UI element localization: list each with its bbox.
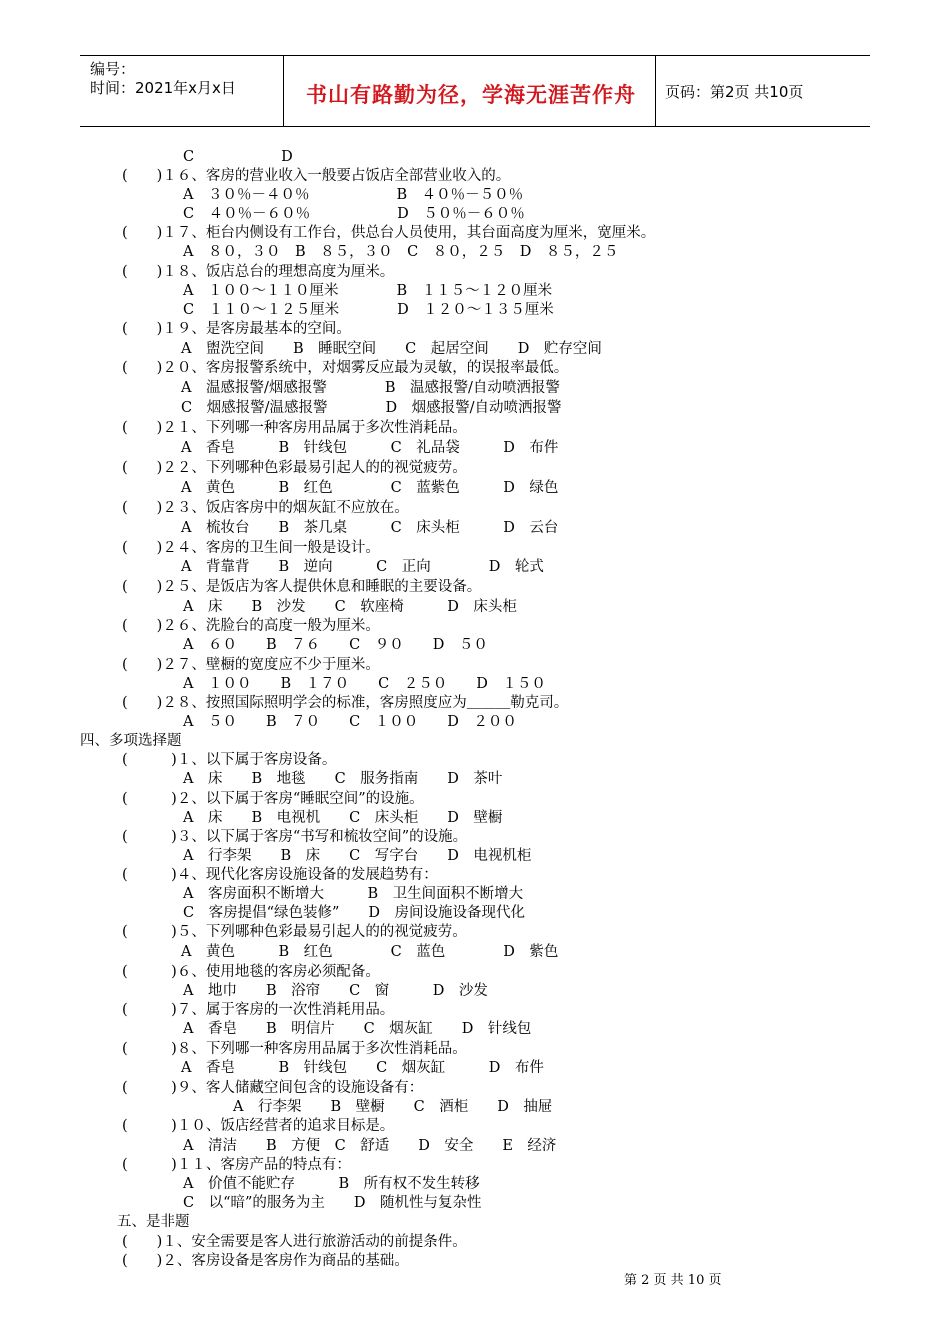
text-line: ( )２６、洗脸台的高度一般为厘米。: [122, 618, 380, 634]
text-line: A 床 B 沙发 C 软座椅 D 床头柜: [183, 599, 517, 615]
text-line: A 行李架 B 壁橱 C 酒柜 D 抽屉: [233, 1099, 553, 1115]
document-number-label: 编号：: [90, 60, 136, 78]
header-page-indicator: 页码：第2页 共10页: [665, 83, 804, 101]
text-line: A 床 B 地毯 C 服务指南 D 茶叶: [183, 771, 503, 787]
text-line: ( )２１、下列哪一种客房用品属于多次性消耗品。: [122, 420, 467, 436]
text-line: ( )２、客房设备是客房作为商品的基础。: [122, 1253, 409, 1269]
text-line: A 地巾 B 浴帘 C 窗 D 沙发: [183, 983, 488, 999]
text-line: C 烟感报警/温感报警 D 烟感报警/自动喷洒报警: [181, 400, 562, 416]
text-line: ( )２８、按照国际照明学会的标准，客房照度应为＿＿＿勒克司。: [122, 695, 569, 711]
text-line: A 盥洗空间 B 睡眠空间 C 起居空间 D 贮存空间: [181, 341, 602, 357]
text-line: A １００ B １７０ C ２５０ D １５０: [183, 676, 546, 692]
text-line: 五、是非题: [117, 1214, 190, 1230]
text-line: ( )１６、客房的营业收入一般要占饭店全部营业收入的。: [122, 168, 511, 184]
text-line: A 梳妆台 B 茶几桌 C 床头柜 D 云台: [181, 520, 559, 536]
text-line: ( )１１、客房产品的特点有：: [122, 1157, 351, 1173]
text-line: A 香皂 B 明信片 C 烟灰缸 D 针线包: [183, 1021, 532, 1037]
text-line: ( )１、以下属于客房设备。: [122, 752, 337, 768]
text-line: A 清洁 B 方便 C 舒适 D 安全 E 经济: [183, 1138, 557, 1154]
text-line: A 客房面积不断增大 B 卫生间面积不断增大: [183, 886, 524, 902]
text-line: ( )４、现代化客房设施设备的发展趋势有：: [122, 867, 438, 883]
header-divider: [655, 56, 656, 126]
text-line: ( )２、以下属于客房“睡眠空间”的设施。: [122, 791, 424, 807]
text-line: ( )８、下列哪一种客房用品属于多次性消耗品。: [122, 1041, 467, 1057]
text-line: ( )７、属于客房的一次性消耗用品。: [122, 1002, 395, 1018]
page-footer: 第 2 页 共 10 页: [624, 1273, 722, 1288]
text-line: ( )１９、是客房最基本的空间。: [122, 321, 351, 337]
text-line: A 价值不能贮存 B 所有权不发生转移: [183, 1176, 480, 1192]
text-line: A 黄色 B 红色 C 蓝色 D 紫色: [181, 944, 559, 960]
text-line: A 香皂 B 针线包 C 礼品袋 D 布件: [181, 440, 559, 456]
text-line: A 香皂 B 针线包 C 烟灰缸 D 布件: [181, 1060, 544, 1076]
text-line: ( )１、安全需要是客人进行旅游活动的前提条件。: [122, 1234, 467, 1250]
text-line: ( )９、客人储藏空间包含的设施设备有：: [122, 1080, 424, 1096]
header-meta: [90, 60, 236, 98]
text-line: A 行李架 B 床 C 写字台 D 电视机柜: [183, 848, 532, 864]
header-motto: 书山有路勤为径，学海无涯苦作舟: [306, 83, 636, 107]
text-line: A ６０ B ７６ C ９０ D ５０: [183, 637, 488, 653]
text-line: C D: [183, 149, 293, 165]
text-line: ( )６、使用地毯的客房必须配备。: [122, 964, 380, 980]
text-line: ( )５、下列哪种色彩最易引起人的的视觉疲劳。: [122, 924, 467, 940]
text-line: ( )２０、客房报警系统中，对烟雾反应最为灵敏，的误报率最低。: [122, 360, 569, 376]
page-header: [80, 55, 870, 127]
text-line: C 以“暗”的服务为主 D 随机性与复杂性: [183, 1195, 482, 1211]
text-line: ( )２５、是饭店为客人提供休息和睡眠的主要设备。: [122, 579, 482, 595]
text-line: ( )２２、下列哪种色彩最易引起人的的视觉疲劳。: [122, 460, 467, 476]
text-line: A 温感报警/烟感报警 B 温感报警/自动喷洒报警: [181, 380, 560, 396]
text-line: A 床 B 电视机 C 床头柜 D 壁橱: [183, 810, 503, 826]
document-time-label: 时间：2021年x月x日: [90, 79, 236, 97]
text-line: A 背靠背 B 逆向 C 正向 D 轮式: [181, 559, 544, 575]
text-line: A １００～１１０厘米 B １１５～１２０厘米: [183, 283, 553, 299]
text-line: A ５０ B ７０ C １００ D ２００: [183, 714, 517, 730]
text-line: A ８０，３０ B ８５，３０ C ８０，２５ D ８５，２５: [183, 244, 619, 260]
text-line: 四、多项选择题: [80, 733, 182, 749]
text-line: ( )３、以下属于客房“书写和梳妆空间”的设施。: [122, 829, 468, 845]
text-line: ( )１０、饭店经营者的追求目标是。: [122, 1118, 395, 1134]
text-line: ( )１８、饭店总台的理想高度为厘米。: [122, 264, 395, 280]
text-line: A ３０％－４０％ B ４０％－５０％: [183, 187, 524, 203]
text-line: ( )１７、柜台内侧设有工作台，供总台人员使用，其台面高度为厘米，宽厘米。: [122, 225, 656, 241]
text-line: ( )２７、壁橱的宽度应不少于厘米。: [122, 657, 380, 673]
text-line: C １１０～１２５厘米 D １２０～１３５厘米: [183, 302, 554, 318]
text-line: C 客房提倡“绿色装修” D 房间设施设备现代化: [183, 905, 526, 921]
header-divider: [283, 56, 284, 126]
text-line: ( )２３、饭店客房中的烟灰缸不应放在。: [122, 500, 409, 516]
text-line: C ４０％－６０％ D ５０％－６０％: [183, 206, 525, 222]
text-line: ( )２４、客房的卫生间一般是设计。: [122, 540, 380, 556]
text-line: A 黄色 B 红色 C 蓝紫色 D 绿色: [181, 480, 559, 496]
